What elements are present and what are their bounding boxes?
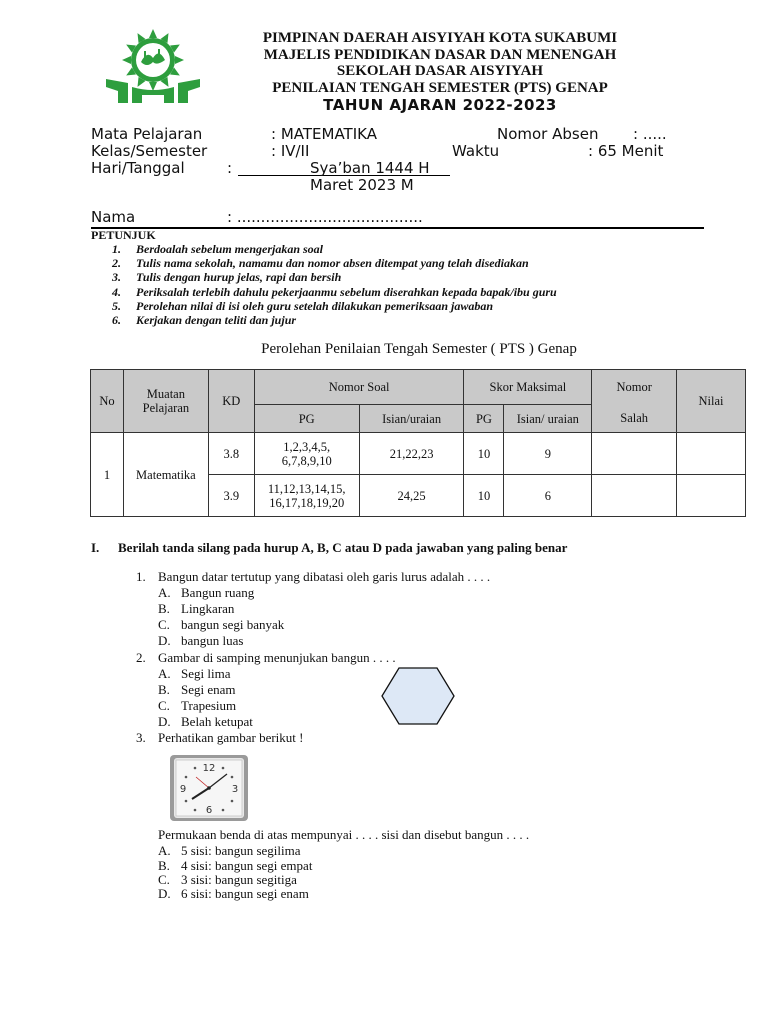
question-text: Perhatikan gambar berikut ! [158, 730, 304, 745]
cell-no: 1 [91, 433, 124, 517]
cell-isian: 24,25 [359, 475, 464, 517]
cell-kd: 3.9 [208, 475, 254, 517]
petunjuk-item: 3. Tulis dengan hurup jelas, rapi dan bersih [112, 270, 342, 285]
th-salah: Salah [592, 405, 677, 433]
option-text: Bangun ruang [181, 585, 255, 600]
option-letter[interactable]: A. [158, 843, 171, 858]
school-header [200, 30, 680, 114]
th-nomor: Nomor [592, 370, 677, 405]
nama-field[interactable]: : ....................................... [227, 208, 423, 226]
cell-kd: 3.8 [208, 433, 254, 475]
absen-value: : ..... [633, 125, 667, 143]
option-text: 4 sisi: bangun segi empat [181, 858, 313, 873]
kelas-value: : IV/II [271, 142, 310, 160]
table-row [91, 433, 746, 475]
aisyiyah-logo-icon [98, 27, 208, 107]
absen-label: Nomor Absen [497, 125, 599, 143]
th-pg-skor: PG [464, 405, 504, 433]
option-text: bangun segi banyak [181, 617, 285, 632]
option-text: Segi enam [181, 682, 236, 697]
cell-pg: 11,12,13,14,15, 16,17,18,19,20 [254, 475, 359, 517]
section-number: I. [91, 540, 100, 555]
hari-colon: : [227, 159, 233, 177]
waktu-value: : 65 Menit [588, 142, 664, 160]
header-line-1: PIMPINAN DAERAH AISYIYAH KOTA SUKABUMI [262, 30, 618, 46]
clock-number-3: 3 [231, 784, 239, 795]
table-caption: Perolehan Penilaian Tengah Semester ( PTS ) Genap [261, 341, 577, 357]
th-muatan: Muatan Pelajaran [123, 370, 208, 433]
question-number: 1. [136, 569, 146, 584]
th-pg: PG [254, 405, 359, 433]
th-kd: KD [208, 370, 254, 433]
section-title: Berilah tanda silang pada hurup A, B, C atau D pada jawaban yang paling benar [118, 540, 568, 555]
option-text: bangun luas [181, 633, 244, 648]
option-letter[interactable]: B. [158, 682, 170, 697]
option-letter[interactable]: C. [158, 698, 170, 713]
option-letter[interactable]: C. [158, 872, 170, 887]
question-text: Bangun datar tertutup yang dibatasi oleh garis lurus adalah . . . . [158, 569, 491, 584]
cell-skor-isian: 9 [504, 433, 592, 475]
question-number: 2. [136, 650, 146, 665]
cell-nomor-salah[interactable] [592, 433, 677, 475]
cell-nilai[interactable] [677, 475, 746, 517]
waktu-label: Waktu [452, 142, 500, 160]
hexagon-shape-icon [381, 667, 455, 725]
cell-pg: 1,2,3,4,5, 6,7,8,9,10 [254, 433, 359, 475]
petunjuk-item: 2. Tulis nama sekolah, namamu dan nomor absen ditempat yang telah disediakan [112, 256, 529, 271]
cell-skor-pg: 10 [464, 475, 504, 517]
option-text: 3 sisi: bangun segitiga [181, 872, 297, 887]
th-isian-skor: Isian/ uraian [504, 405, 592, 433]
th-nilai: Nilai [677, 370, 746, 433]
option-text: Segi lima [181, 666, 231, 681]
th-skor-maksimal: Skor Maksimal [464, 370, 592, 405]
header-line-3: SEKOLAH DASAR AISYIYAH [336, 63, 544, 79]
nama-label: Nama [91, 208, 136, 226]
hari-label: Hari/Tanggal [91, 159, 185, 177]
mapel-label: Mata Pelajaran [91, 125, 203, 143]
header-line-2: MAJELIS PENDIDIKAN DASAR DAN MENENGAH [263, 46, 617, 63]
cell-isian: 21,22,23 [359, 433, 464, 475]
option-letter[interactable]: A. [158, 585, 171, 600]
clock-number-12: 12 [202, 763, 216, 774]
wall-clock-photo-icon [170, 755, 248, 821]
option-letter[interactable]: D. [158, 886, 171, 901]
option-text: Belah ketupat [181, 714, 253, 729]
option-letter[interactable]: D. [158, 714, 171, 729]
cell-nilai[interactable] [677, 433, 746, 475]
th-no: No [91, 370, 124, 433]
petunjuk-title: PETUNJUK [91, 228, 156, 242]
divider-line [91, 227, 704, 229]
clock-number-9: 9 [179, 784, 187, 795]
petunjuk-item: 1. Berdoalah sebelum mengerjakan soal [112, 242, 324, 256]
petunjuk-item: 6. Kerjakan dengan teliti dan jujur [112, 313, 297, 328]
question-text: Gambar di samping menunjukan bangun . . . . [158, 650, 396, 665]
option-text: Trapesium [181, 698, 237, 713]
option-text: 6 sisi: bangun segi enam [181, 886, 309, 901]
option-letter[interactable]: B. [158, 858, 170, 873]
th-isian: Isian/uraian [359, 405, 464, 433]
option-text: 5 sisi: bangun segilima [181, 843, 301, 858]
cell-mapel: Matematika [123, 433, 208, 517]
question-number: 3. [136, 730, 146, 745]
header-line-5: TAHUN AJARAN 2022-2023 [323, 96, 557, 114]
petunjuk-item: 4. Periksalah terlebih dahulu pekerjaanmu sebelum diserahkan kepada bapak/ibu guru [112, 284, 557, 299]
hijri-date: Sya’ban 1444 H [310, 159, 430, 177]
petunjuk-list [112, 242, 557, 327]
cell-nomor-salah[interactable] [592, 475, 677, 517]
score-table [90, 369, 746, 517]
option-letter[interactable]: A. [158, 666, 171, 681]
clock-number-6: 6 [205, 805, 213, 816]
header-line-4: PENILAIAN TENGAH SEMESTER (PTS) GENAP [272, 79, 608, 96]
petunjuk-item: 5. Perolehan nilai di isi oleh guru setelah dilakukan pemeriksaan jawaban [112, 298, 494, 313]
masehi-date: Maret 2023 M [310, 176, 414, 194]
option-text: Lingkaran [181, 601, 235, 616]
cell-skor-isian: 6 [504, 475, 592, 517]
mapel-value: : MATEMATIKA [271, 125, 377, 143]
th-nomor-soal: Nomor Soal [254, 370, 464, 405]
cell-skor-pg: 10 [464, 433, 504, 475]
question-followup: Permukaan benda di atas mempunyai . . . . sisi dan disebut bangun . . . . [158, 827, 530, 842]
kelas-label: Kelas/Semester [91, 142, 208, 160]
option-letter[interactable]: B. [158, 601, 170, 616]
option-letter[interactable]: D. [158, 633, 171, 648]
option-letter[interactable]: C. [158, 617, 170, 632]
